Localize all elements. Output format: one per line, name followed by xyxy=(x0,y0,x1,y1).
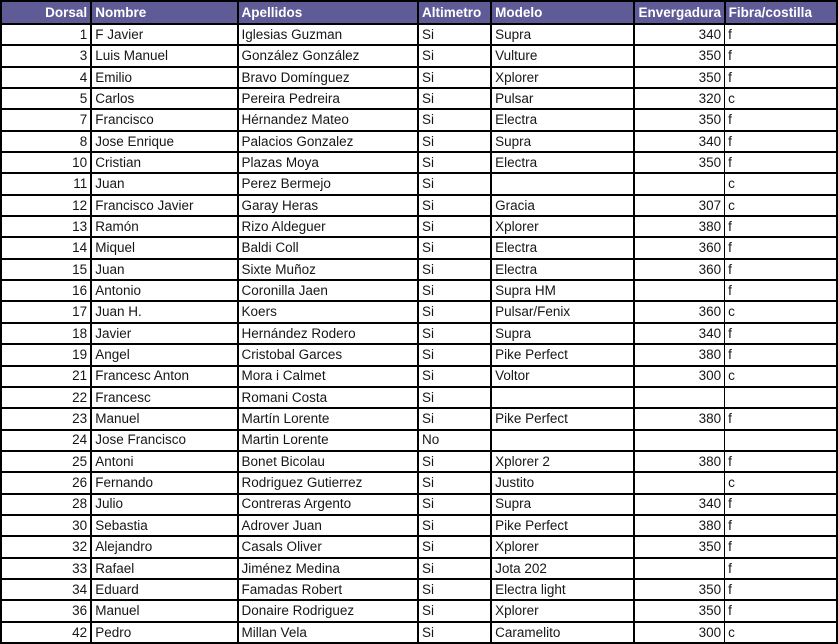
cell-envergadura: 300 xyxy=(634,366,724,387)
cell-altimetro: Si xyxy=(418,45,491,66)
cell-fibra-costilla: f xyxy=(725,152,837,173)
cell-dorsal: 12 xyxy=(1,195,91,216)
cell-apellidos: Martin Lorente xyxy=(238,430,418,451)
cell-altimetro: Si xyxy=(418,408,491,429)
cell-dorsal: 34 xyxy=(1,579,91,600)
cell-altimetro: Si xyxy=(418,579,491,600)
cell-apellidos: Cristobal Garces xyxy=(238,344,418,365)
cell-dorsal: 18 xyxy=(1,323,91,344)
cell-envergadura: 380 xyxy=(634,515,724,536)
table-row xyxy=(1,600,837,621)
cell-apellidos: Perez Bermejo xyxy=(238,173,418,194)
cell-apellidos: Sixte Muñoz xyxy=(238,259,418,280)
cell-altimetro: Si xyxy=(418,301,491,322)
cell-dorsal: 36 xyxy=(1,600,91,621)
cell-envergadura xyxy=(634,173,724,194)
cell-fibra-costilla: f xyxy=(725,67,837,88)
table-row xyxy=(1,366,837,387)
cell-apellidos: Pereira Pedreira xyxy=(238,88,418,109)
cell-fibra-costilla: f xyxy=(725,323,837,344)
cell-altimetro: Si xyxy=(418,600,491,621)
cell-altimetro: Si xyxy=(418,344,491,365)
cell-fibra-costilla: c xyxy=(725,472,837,493)
cell-nombre: Rafael xyxy=(91,558,237,579)
table-row xyxy=(1,237,837,258)
cell-altimetro: Si xyxy=(418,237,491,258)
cell-nombre: F Javier xyxy=(91,24,237,45)
cell-apellidos: Donaire Rodriguez xyxy=(238,600,418,621)
cell-nombre: Julio xyxy=(91,494,237,515)
cell-dorsal: 8 xyxy=(1,131,91,152)
cell-fibra-costilla: f xyxy=(725,259,837,280)
table-row xyxy=(1,173,837,194)
cell-dorsal: 19 xyxy=(1,344,91,365)
cell-altimetro: Si xyxy=(418,472,491,493)
cell-modelo: Xplorer xyxy=(491,216,634,237)
cell-envergadura: 350 xyxy=(634,109,724,130)
cell-apellidos: Garay Heras xyxy=(238,195,418,216)
cell-apellidos: Coronilla Jaen xyxy=(238,280,418,301)
cell-dorsal: 15 xyxy=(1,259,91,280)
cell-nombre: Angel xyxy=(91,344,237,365)
cell-altimetro: Si xyxy=(418,366,491,387)
cell-modelo xyxy=(491,173,634,194)
cell-dorsal: 30 xyxy=(1,515,91,536)
cell-apellidos: Hérnandez Mateo xyxy=(238,109,418,130)
cell-modelo: Electra xyxy=(491,109,634,130)
column-header-fibra-costilla: Fibra/costilla xyxy=(725,1,837,24)
cell-envergadura: 340 xyxy=(634,494,724,515)
cell-modelo: Pike Perfect xyxy=(491,408,634,429)
cell-envergadura: 380 xyxy=(634,408,724,429)
cell-nombre: Alejandro xyxy=(91,536,237,557)
cell-fibra-costilla: f xyxy=(725,451,837,472)
cell-fibra-costilla: c xyxy=(725,366,837,387)
cell-nombre: Jose Francisco xyxy=(91,430,237,451)
cell-nombre: Eduard xyxy=(91,579,237,600)
cell-nombre: Miquel xyxy=(91,237,237,258)
cell-dorsal: 13 xyxy=(1,216,91,237)
cell-modelo: Gracia xyxy=(491,195,634,216)
cell-envergadura: 360 xyxy=(634,259,724,280)
cell-modelo: Supra HM xyxy=(491,280,634,301)
table-row xyxy=(1,536,837,557)
cell-envergadura: 350 xyxy=(634,67,724,88)
cell-dorsal: 14 xyxy=(1,237,91,258)
column-header-apellidos: Apellidos xyxy=(238,1,418,24)
cell-altimetro: Si xyxy=(418,536,491,557)
column-header-dorsal: Dorsal xyxy=(1,1,91,24)
cell-dorsal: 22 xyxy=(1,387,91,408)
cell-nombre: Juan H. xyxy=(91,301,237,322)
table-row xyxy=(1,494,837,515)
table-row xyxy=(1,387,837,408)
cell-fibra-costilla: f xyxy=(725,494,837,515)
cell-apellidos: Mora i Calmet xyxy=(238,366,418,387)
cell-apellidos: Palacios Gonzalez xyxy=(238,131,418,152)
cell-modelo xyxy=(491,387,634,408)
cell-dorsal: 23 xyxy=(1,408,91,429)
cell-nombre: Sebastia xyxy=(91,515,237,536)
table-row xyxy=(1,323,837,344)
cell-modelo: Xplorer xyxy=(491,67,634,88)
cell-envergadura: 340 xyxy=(634,323,724,344)
cell-modelo: Supra xyxy=(491,24,634,45)
table-row xyxy=(1,301,837,322)
column-header-envergadura: Envergadura xyxy=(634,1,724,24)
table-row xyxy=(1,45,837,66)
table-row xyxy=(1,109,837,130)
cell-modelo: Supra xyxy=(491,131,634,152)
cell-modelo xyxy=(491,430,634,451)
cell-modelo: Caramelito xyxy=(491,622,634,643)
cell-envergadura: 350 xyxy=(634,45,724,66)
cell-envergadura: 380 xyxy=(634,344,724,365)
cell-envergadura xyxy=(634,472,724,493)
cell-nombre: Fernando xyxy=(91,472,237,493)
column-header-modelo: Modelo xyxy=(491,1,634,24)
cell-altimetro: Si xyxy=(418,131,491,152)
cell-nombre: Manuel xyxy=(91,408,237,429)
cell-fibra-costilla: f xyxy=(725,558,837,579)
cell-altimetro: Si xyxy=(418,622,491,643)
cell-dorsal: 16 xyxy=(1,280,91,301)
cell-apellidos: Hernández Rodero xyxy=(238,323,418,344)
cell-altimetro: Si xyxy=(418,152,491,173)
cell-modelo: Xplorer 2 xyxy=(491,451,634,472)
cell-apellidos: Bonet Bicolau xyxy=(238,451,418,472)
cell-fibra-costilla: f xyxy=(725,536,837,557)
table-row xyxy=(1,515,837,536)
cell-dorsal: 42 xyxy=(1,622,91,643)
cell-envergadura: 380 xyxy=(634,451,724,472)
cell-dorsal: 24 xyxy=(1,430,91,451)
cell-dorsal: 11 xyxy=(1,173,91,194)
table-row xyxy=(1,67,837,88)
cell-nombre: Jose Enrique xyxy=(91,131,237,152)
cell-modelo: Vulture xyxy=(491,45,634,66)
cell-altimetro: Si xyxy=(418,216,491,237)
cell-nombre: Antoni xyxy=(91,451,237,472)
table-row xyxy=(1,622,837,643)
cell-fibra-costilla: c xyxy=(725,173,837,194)
cell-nombre: Cristian xyxy=(91,152,237,173)
cell-nombre: Francesc xyxy=(91,387,237,408)
cell-modelo: Electra xyxy=(491,152,634,173)
cell-nombre: Emilio xyxy=(91,67,237,88)
cell-modelo: Xplorer xyxy=(491,600,634,621)
cell-dorsal: 26 xyxy=(1,472,91,493)
table-row xyxy=(1,216,837,237)
cell-modelo: Pike Perfect xyxy=(491,344,634,365)
cell-nombre: Francesc Anton xyxy=(91,366,237,387)
table-row xyxy=(1,24,837,45)
table-row xyxy=(1,451,837,472)
cell-altimetro: Si xyxy=(418,387,491,408)
cell-envergadura: 380 xyxy=(634,216,724,237)
table-row xyxy=(1,259,837,280)
cell-dorsal: 32 xyxy=(1,536,91,557)
cell-apellidos: Millan Vela xyxy=(238,622,418,643)
cell-modelo: Electra xyxy=(491,237,634,258)
cell-nombre: Ramón xyxy=(91,216,237,237)
cell-envergadura xyxy=(634,558,724,579)
cell-dorsal: 5 xyxy=(1,88,91,109)
cell-envergadura: 340 xyxy=(634,131,724,152)
cell-envergadura: 340 xyxy=(634,24,724,45)
cell-nombre: Javier xyxy=(91,323,237,344)
cell-envergadura: 300 xyxy=(634,622,724,643)
cell-fibra-costilla: f xyxy=(725,131,837,152)
cell-envergadura: 320 xyxy=(634,88,724,109)
cell-fibra-costilla: f xyxy=(725,408,837,429)
cell-nombre: Francisco xyxy=(91,109,237,130)
cell-modelo: Electra xyxy=(491,259,634,280)
cell-fibra-costilla: c xyxy=(725,195,837,216)
cell-apellidos: Contreras Argento xyxy=(238,494,418,515)
cell-dorsal: 7 xyxy=(1,109,91,130)
cell-altimetro: Si xyxy=(418,109,491,130)
cell-fibra-costilla: f xyxy=(725,515,837,536)
cell-envergadura xyxy=(634,387,724,408)
cell-apellidos: González González xyxy=(238,45,418,66)
cell-dorsal: 28 xyxy=(1,494,91,515)
cell-fibra-costilla: c xyxy=(725,88,837,109)
cell-fibra-costilla: f xyxy=(725,237,837,258)
table-row xyxy=(1,131,837,152)
cell-envergadura: 350 xyxy=(634,536,724,557)
cell-altimetro: Si xyxy=(418,280,491,301)
table-row xyxy=(1,558,837,579)
cell-altimetro: Si xyxy=(418,259,491,280)
cell-fibra-costilla: c xyxy=(725,301,837,322)
table-row xyxy=(1,88,837,109)
cell-fibra-costilla: c xyxy=(725,622,837,643)
cell-envergadura xyxy=(634,280,724,301)
cell-fibra-costilla: f xyxy=(725,579,837,600)
cell-fibra-costilla: f xyxy=(725,45,837,66)
table-row xyxy=(1,579,837,600)
cell-fibra-costilla: f xyxy=(725,109,837,130)
table-row xyxy=(1,408,837,429)
cell-apellidos: Baldi Coll xyxy=(238,237,418,258)
cell-apellidos: Rodriguez Gutierrez xyxy=(238,472,418,493)
cell-apellidos: Famadas Robert xyxy=(238,579,418,600)
cell-apellidos: Iglesias Guzman xyxy=(238,24,418,45)
table-row xyxy=(1,472,837,493)
cell-apellidos: Casals Oliver xyxy=(238,536,418,557)
cell-modelo: Justito xyxy=(491,472,634,493)
cell-nombre: Juan xyxy=(91,259,237,280)
column-header-altimetro: Altimetro xyxy=(418,1,491,24)
cell-altimetro: No xyxy=(418,430,491,451)
cell-envergadura xyxy=(634,430,724,451)
cell-nombre: Luis Manuel xyxy=(91,45,237,66)
cell-dorsal: 10 xyxy=(1,152,91,173)
cell-altimetro: Si xyxy=(418,515,491,536)
cell-fibra-costilla: f xyxy=(725,216,837,237)
cell-fibra-costilla: f xyxy=(725,600,837,621)
cell-nombre: Francisco Javier xyxy=(91,195,237,216)
cell-apellidos: Rizo Aldeguer xyxy=(238,216,418,237)
cell-modelo: Pulsar/Fenix xyxy=(491,301,634,322)
cell-dorsal: 25 xyxy=(1,451,91,472)
cell-altimetro: Si xyxy=(418,67,491,88)
cell-dorsal: 33 xyxy=(1,558,91,579)
cell-nombre: Carlos xyxy=(91,88,237,109)
cell-dorsal: 3 xyxy=(1,45,91,66)
cell-envergadura: 350 xyxy=(634,579,724,600)
table-row xyxy=(1,152,837,173)
header-row xyxy=(1,1,837,24)
cell-modelo: Electra light xyxy=(491,579,634,600)
cell-apellidos: Plazas Moya xyxy=(238,152,418,173)
cell-apellidos: Koers xyxy=(238,301,418,322)
cell-dorsal: 1 xyxy=(1,24,91,45)
cell-altimetro: Si xyxy=(418,323,491,344)
cell-altimetro: Si xyxy=(418,195,491,216)
cell-envergadura: 350 xyxy=(634,152,724,173)
table-row xyxy=(1,430,837,451)
cell-modelo: Xplorer xyxy=(491,536,634,557)
cell-dorsal: 4 xyxy=(1,67,91,88)
cell-nombre: Pedro xyxy=(91,622,237,643)
cell-fibra-costilla xyxy=(725,387,837,408)
cell-envergadura: 360 xyxy=(634,301,724,322)
cell-modelo: Jota 202 xyxy=(491,558,634,579)
cell-modelo: Pike Perfect xyxy=(491,515,634,536)
cell-modelo: Supra xyxy=(491,323,634,344)
column-header-nombre: Nombre xyxy=(91,1,237,24)
cell-envergadura: 360 xyxy=(634,237,724,258)
cell-apellidos: Martín Lorente xyxy=(238,408,418,429)
cell-fibra-costilla xyxy=(725,430,837,451)
cell-nombre: Juan xyxy=(91,173,237,194)
cell-altimetro: Si xyxy=(418,24,491,45)
cell-fibra-costilla: f xyxy=(725,344,837,365)
table-body xyxy=(1,24,837,643)
cell-dorsal: 21 xyxy=(1,366,91,387)
cell-nombre: Manuel xyxy=(91,600,237,621)
table-row xyxy=(1,344,837,365)
cell-altimetro: Si xyxy=(418,88,491,109)
cell-altimetro: Si xyxy=(418,558,491,579)
cell-altimetro: Si xyxy=(418,494,491,515)
cell-apellidos: Adrover Juan xyxy=(238,515,418,536)
cell-apellidos: Romani Costa xyxy=(238,387,418,408)
table-row xyxy=(1,195,837,216)
cell-altimetro: Si xyxy=(418,451,491,472)
cell-nombre: Antonio xyxy=(91,280,237,301)
table-row xyxy=(1,280,837,301)
cell-envergadura: 307 xyxy=(634,195,724,216)
cell-apellidos: Bravo Domínguez xyxy=(238,67,418,88)
cell-fibra-costilla: f xyxy=(725,24,837,45)
cell-fibra-costilla: f xyxy=(725,280,837,301)
cell-dorsal: 17 xyxy=(1,301,91,322)
cell-modelo: Voltor xyxy=(491,366,634,387)
cell-altimetro: Si xyxy=(418,173,491,194)
cell-envergadura: 350 xyxy=(634,600,724,621)
cell-modelo: Supra xyxy=(491,494,634,515)
cell-apellidos: Jiménez Medina xyxy=(238,558,418,579)
cell-modelo: Pulsar xyxy=(491,88,634,109)
